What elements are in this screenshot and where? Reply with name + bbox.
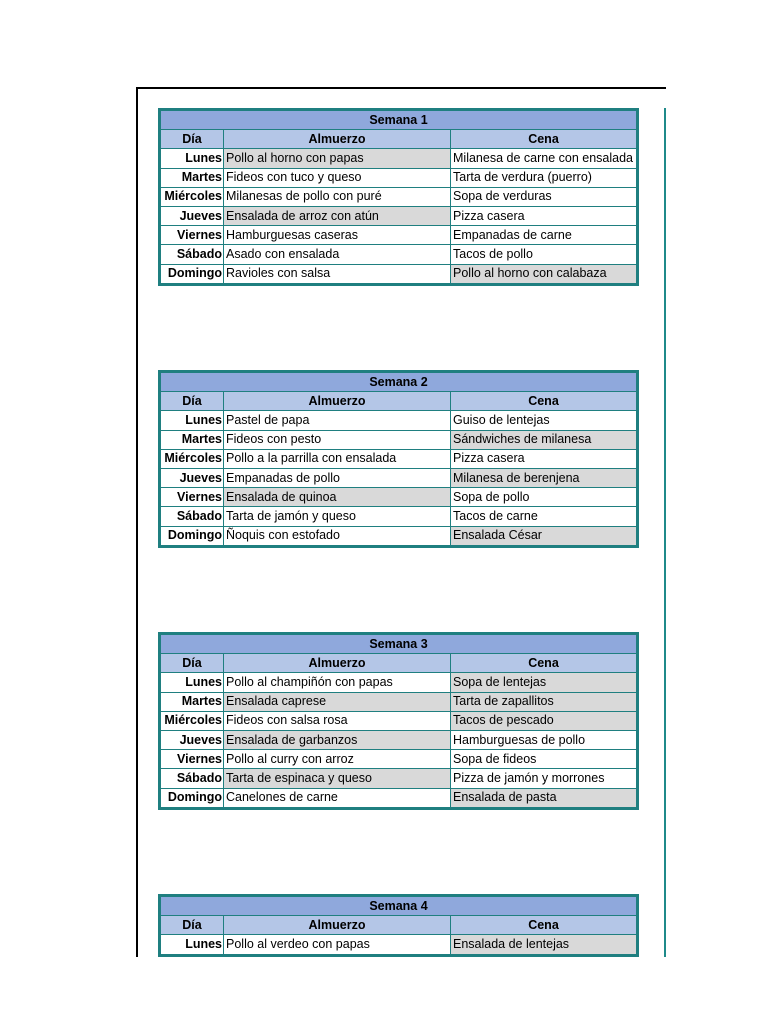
week-title: Semana 2 [161, 373, 637, 392]
day-cell: Jueves [161, 468, 224, 487]
day-cell: Miércoles [161, 449, 224, 468]
table-row [161, 488, 637, 507]
lunch-cell: Empanadas de pollo [224, 468, 451, 487]
day-cell: Sábado [161, 245, 224, 264]
dinner-cell: Sándwiches de milanesa [451, 430, 637, 449]
table-row [161, 264, 637, 283]
dinner-cell: Tarta de zapallitos [451, 692, 637, 711]
dinner-cell: Sopa de lentejas [451, 673, 637, 692]
day-cell: Domingo [161, 526, 224, 545]
dinner-cell: Sopa de verduras [451, 187, 637, 206]
lunch-cell: Pastel de papa [224, 411, 451, 430]
lunch-column-header: Almuerzo [224, 392, 451, 411]
lunch-column-header: Almuerzo [224, 654, 451, 673]
day-cell: Domingo [161, 264, 224, 283]
table-row [161, 187, 637, 206]
day-cell: Jueves [161, 730, 224, 749]
lunch-cell: Asado con ensalada [224, 245, 451, 264]
day-cell: Martes [161, 168, 224, 187]
week-table [158, 108, 639, 286]
dinner-column-header: Cena [451, 654, 637, 673]
lunch-column-header: Almuerzo [224, 130, 451, 149]
page-border-top [136, 87, 666, 89]
dinner-cell: Hamburguesas de pollo [451, 730, 637, 749]
lunch-cell: Ravioles con salsa [224, 264, 451, 283]
dinner-cell: Milanesa de carne con ensalada [451, 149, 637, 168]
table-row [161, 449, 637, 468]
lunch-column-header: Almuerzo [224, 916, 451, 935]
week-title: Semana 4 [161, 897, 637, 916]
day-cell: Viernes [161, 750, 224, 769]
lunch-cell: Hamburguesas caseras [224, 226, 451, 245]
table-row [161, 788, 637, 807]
day-cell: Miércoles [161, 187, 224, 206]
dinner-cell: Tacos de pescado [451, 711, 637, 730]
dinner-column-header: Cena [451, 130, 637, 149]
week-table [158, 894, 639, 957]
lunch-cell: Milanesas de pollo con puré [224, 187, 451, 206]
week-table [158, 370, 639, 548]
lunch-cell: Pollo al curry con arroz [224, 750, 451, 769]
lunch-cell: Ensalada de garbanzos [224, 730, 451, 749]
day-cell: Viernes [161, 226, 224, 245]
table-row [161, 730, 637, 749]
day-cell: Lunes [161, 149, 224, 168]
lunch-cell: Ñoquis con estofado [224, 526, 451, 545]
day-cell: Lunes [161, 673, 224, 692]
day-cell: Domingo [161, 788, 224, 807]
dinner-cell: Sopa de pollo [451, 488, 637, 507]
lunch-cell: Fideos con pesto [224, 430, 451, 449]
day-cell: Miércoles [161, 711, 224, 730]
table-row [161, 206, 637, 225]
table-row [161, 245, 637, 264]
table-row [161, 411, 637, 430]
day-column-header: Día [161, 392, 224, 411]
table-row [161, 168, 637, 187]
week-title: Semana 3 [161, 635, 637, 654]
dinner-cell: Pizza casera [451, 449, 637, 468]
table-row [161, 711, 637, 730]
dinner-cell: Tarta de verdura (puerro) [451, 168, 637, 187]
day-column-header: Día [161, 916, 224, 935]
lunch-cell: Ensalada de quinoa [224, 488, 451, 507]
dinner-cell: Sopa de fideos [451, 750, 637, 769]
lunch-cell: Pollo al verdeo con papas [224, 935, 451, 954]
day-cell: Martes [161, 430, 224, 449]
table-row [161, 507, 637, 526]
day-cell: Sábado [161, 769, 224, 788]
table-row [161, 750, 637, 769]
day-cell: Lunes [161, 935, 224, 954]
dinner-cell: Ensalada de pasta [451, 788, 637, 807]
day-cell: Lunes [161, 411, 224, 430]
table-row [161, 692, 637, 711]
dinner-cell: Ensalada César [451, 526, 637, 545]
lunch-cell: Ensalada caprese [224, 692, 451, 711]
table-row [161, 526, 637, 545]
dinner-cell: Milanesa de berenjena [451, 468, 637, 487]
table-row [161, 226, 637, 245]
table-row [161, 468, 637, 487]
lunch-cell: Canelones de carne [224, 788, 451, 807]
week-table [158, 632, 639, 810]
dinner-cell: Tacos de carne [451, 507, 637, 526]
table-row [161, 769, 637, 788]
day-column-header: Día [161, 654, 224, 673]
lunch-cell: Pollo al champiñón con papas [224, 673, 451, 692]
lunch-cell: Fideos con tuco y queso [224, 168, 451, 187]
lunch-cell: Pollo a la parrilla con ensalada [224, 449, 451, 468]
day-cell: Jueves [161, 206, 224, 225]
lunch-cell: Tarta de espinaca y queso [224, 769, 451, 788]
day-cell: Martes [161, 692, 224, 711]
dinner-cell: Tacos de pollo [451, 245, 637, 264]
dinner-cell: Pollo al horno con calabaza [451, 264, 637, 283]
page-border-left [136, 87, 138, 957]
dinner-cell: Empanadas de carne [451, 226, 637, 245]
dinner-column-header: Cena [451, 916, 637, 935]
day-column-header: Día [161, 130, 224, 149]
dinner-cell: Pizza casera [451, 206, 637, 225]
table-row [161, 149, 637, 168]
table-row [161, 430, 637, 449]
lunch-cell: Ensalada de arroz con atún [224, 206, 451, 225]
lunch-cell: Fideos con salsa rosa [224, 711, 451, 730]
dinner-cell: Ensalada de lentejas [451, 935, 637, 954]
dinner-cell: Guiso de lentejas [451, 411, 637, 430]
table-row [161, 935, 637, 954]
dinner-column-header: Cena [451, 392, 637, 411]
table-row [161, 673, 637, 692]
dinner-cell: Pizza de jamón y morrones [451, 769, 637, 788]
lunch-cell: Pollo al horno con papas [224, 149, 451, 168]
page-border-right [664, 108, 666, 957]
week-title: Semana 1 [161, 111, 637, 130]
day-cell: Sábado [161, 507, 224, 526]
lunch-cell: Tarta de jamón y queso [224, 507, 451, 526]
day-cell: Viernes [161, 488, 224, 507]
